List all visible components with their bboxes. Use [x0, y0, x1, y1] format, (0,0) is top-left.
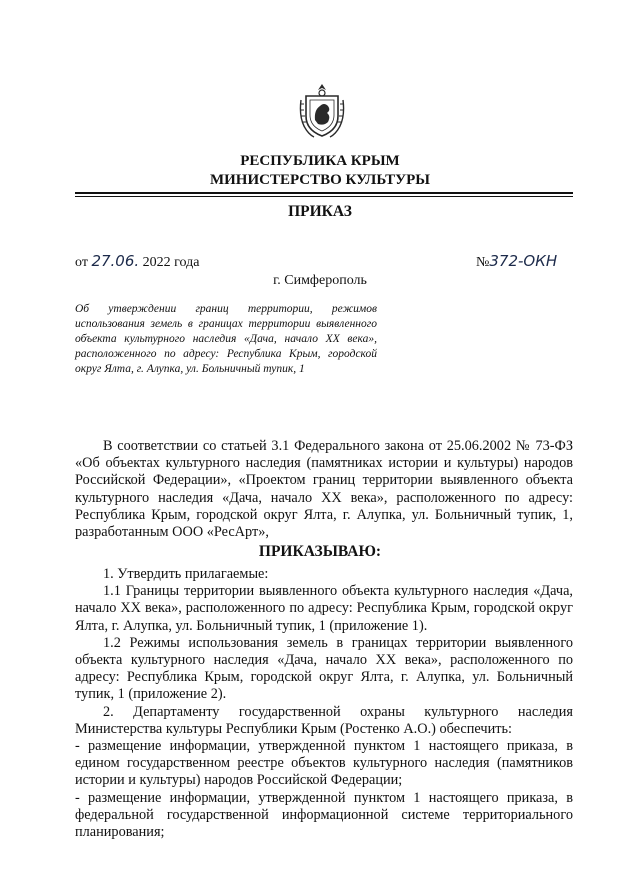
- item-1: 1. Утвердить прилагаемые:: [103, 566, 269, 582]
- date-handwritten: 27.06.: [91, 252, 140, 270]
- crimea-coat-of-arms-icon: [298, 82, 346, 140]
- preamble: [75, 438, 573, 541]
- item-2: 2. Департаменту государственной охраны культурного наследия Министерства культуры Республики Крым (Ростенко А.О.) обеспечить:: [75, 703, 573, 737]
- number-prefix: №: [476, 255, 490, 270]
- city-name: г. Симферополь: [273, 273, 367, 288]
- ministry-header-line1: РЕСПУБЛИКА КРЫМ: [240, 153, 400, 169]
- date-year: 2022 года: [142, 255, 200, 270]
- order-heading: ПРИКАЗЫВАЮ:: [258, 543, 382, 560]
- document-title: ПРИКАЗ: [288, 203, 352, 220]
- item-1-2: 1.2 Режимы использования земель в границах территории выявленного объекта культурного наследия «Дача, начало XX века», расположенного по адресу: Республика Крым, городской округ Ялта, г. Алупка, ул. Больничный тупик, 1 (приложение 2).: [75, 634, 573, 703]
- header-rule-thin: [75, 196, 573, 197]
- date-prefix: от: [75, 255, 88, 270]
- order-number: [476, 252, 557, 271]
- item-2-bullet-1: - размещение информации, утвержденной пунктом 1 настоящего приказа, в едином государственном реестре объектов культурного наследия (памятников истории и культуры) народов Российской Федерации;: [75, 738, 573, 789]
- item-2-bullet-2: - размещение информации, утвержденной пунктом 1 настоящего приказа, в федеральной государственной информационной системе территориального планирования;: [75, 789, 573, 841]
- order-subject: Об утверждении границ территории, режимов использования земель в границах территории выявленного объекта культурного наследия «Дача, начало XX века», расположенного по адресу: Республика Крым, городской округ Ялта, г. Алупка, ул. Больничный тупик, 1: [75, 303, 377, 375]
- order-items: [75, 566, 573, 841]
- preamble-paragraph: В соответствии со статьей 3.1 Федерального закона от 25.06.2002 № 73-ФЗ «Об объектах культурного наследия (памятниках истории и культуры) народов Российской Федерации», «Проектом границ территории выявленного объекта культурного наследия «Дача, начало XX века», расположенного по адресу: Республика Крым, городской округ Ялта, г. Алупка, ул. Больничный тупик, 1, разработанным ООО «РесАрт»,: [75, 438, 573, 541]
- number-handwritten: 372-ОКН: [489, 252, 558, 270]
- ministry-header-line2: МИНИСТЕРСТВО КУЛЬТУРЫ: [209, 172, 431, 188]
- header-rule-thick: [75, 192, 573, 194]
- item-1-1: 1.1 Границы территории выявленного объекта культурного наследия «Дача, начало XX века», расположенного по адресу: Республика Крым, городской округ Ялта, г. Алупка, ул. Больничный тупик, 1 (приложение 1).: [75, 583, 573, 634]
- order-date: [75, 252, 199, 271]
